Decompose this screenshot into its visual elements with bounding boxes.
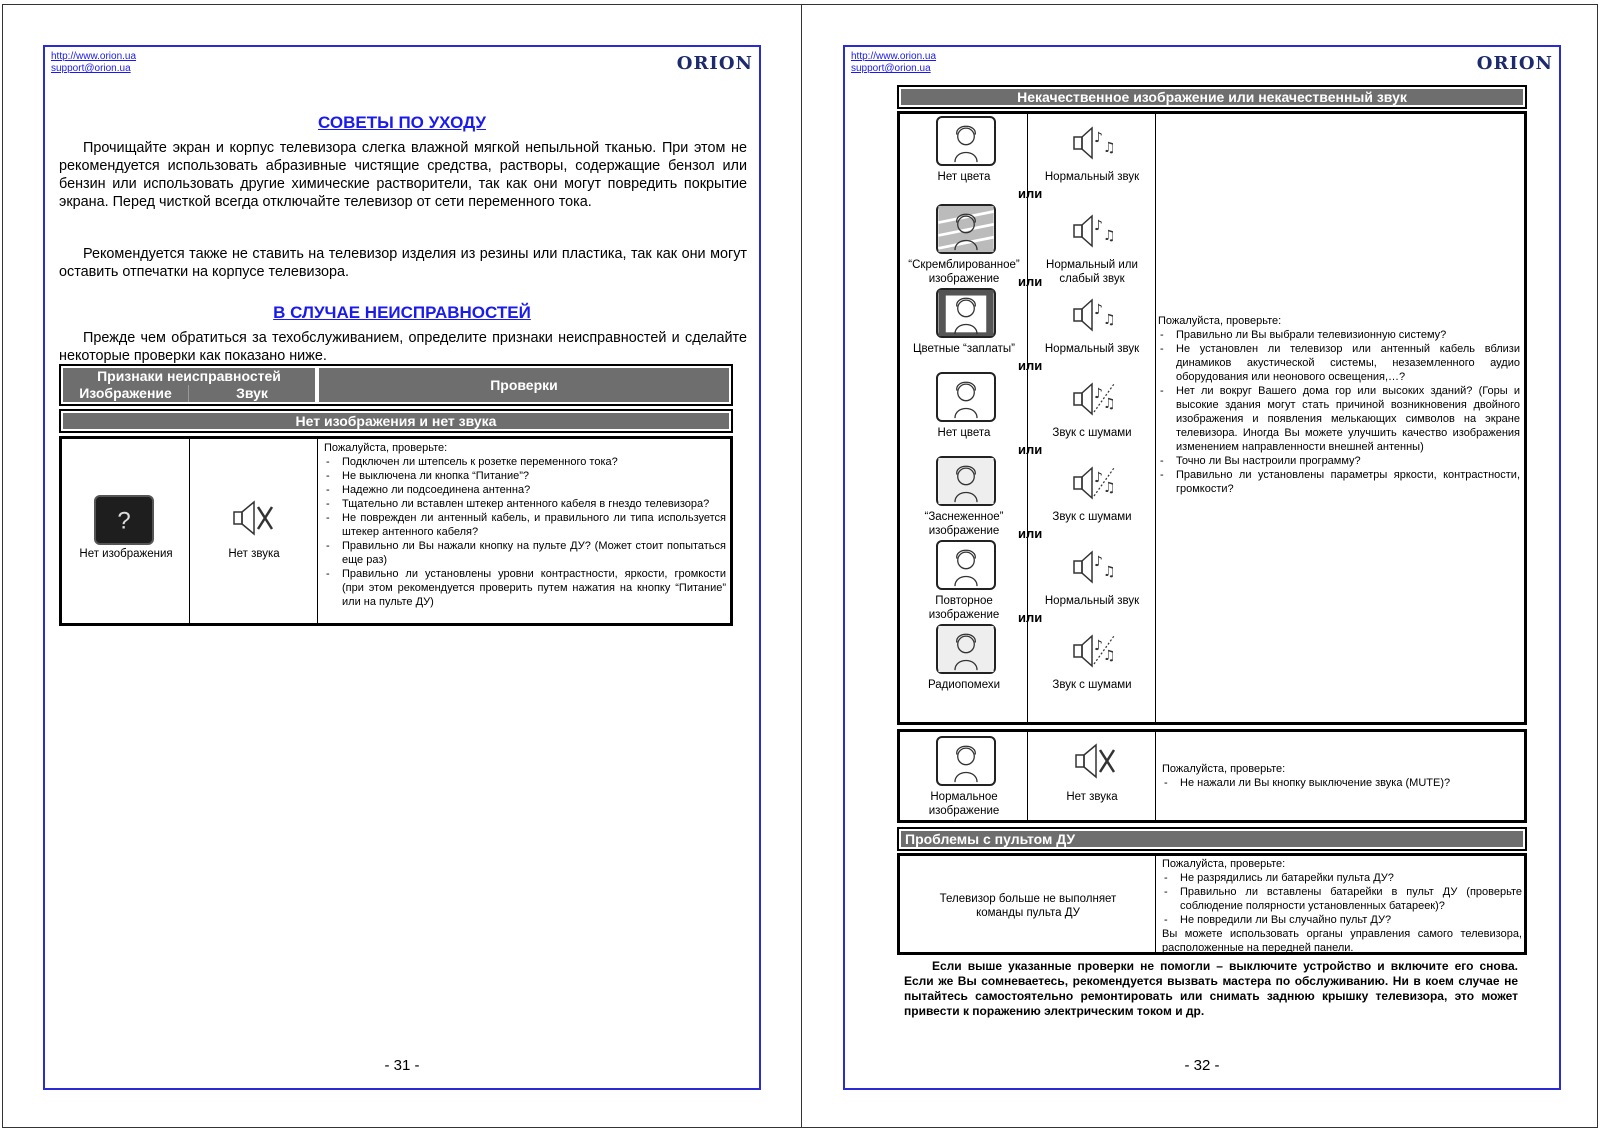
svg-text:♪: ♪ <box>1094 130 1103 146</box>
svg-text:♫: ♫ <box>1103 396 1116 412</box>
page-32 <box>801 4 1598 1128</box>
brand-logo: ORION <box>1476 53 1553 74</box>
svg-text:♫: ♫ <box>1103 312 1116 328</box>
tv-face-icon <box>936 624 996 674</box>
check-item: - Точно ли Вы настроили программу? <box>1158 454 1520 468</box>
symptom-sound-label: Звук с шумами <box>1052 427 1132 439</box>
symptom-sound-label: Нет звука <box>228 548 280 560</box>
speaker-music-icon <box>1070 544 1120 590</box>
fault-table-header <box>59 364 733 406</box>
svg-text:♪: ♪ <box>1094 386 1103 402</box>
page-number: - 32 - <box>1184 1057 1220 1074</box>
svg-text:♪: ♪ <box>1094 470 1103 486</box>
remote-note: Вы можете использовать органы управления самого телевизора, расположенные на передней панели. <box>1162 928 1522 954</box>
speaker-music-icon <box>1070 208 1120 254</box>
symptom-image-label: Нормальное изображение <box>928 791 1000 817</box>
or-separator: или <box>1018 442 1043 457</box>
check-item: - Подключен ли штепсель к розетке переменного тока? <box>324 455 726 469</box>
site-link[interactable]: http://www.orion.ua <box>851 51 937 62</box>
symptom-image-label: Цветные “заплаты” <box>913 343 1015 355</box>
symptom-image-label: Радиопомехи <box>927 679 1001 691</box>
symptom-image-label: “Заснеженное” изображение <box>924 511 1004 537</box>
section-bar-bad-quality <box>897 85 1527 109</box>
symptom-image-label: Нет цвета <box>937 427 991 439</box>
email-link[interactable]: support@orion.ua <box>51 63 131 74</box>
symptom-sound-label: Нормальный звук <box>1044 343 1140 355</box>
checks-intro: Пожалуйста, проверьте: <box>1162 858 1286 870</box>
check-item: - Правильно ли установлены уровни контрастности, яркости, громкости (при этом рекомендуется проверить путем нажатия на кнопку “Питание” или на пульте ДУ) <box>324 567 726 609</box>
or-separator: или <box>1018 610 1043 625</box>
svg-text:♪: ♪ <box>1094 218 1103 234</box>
care-title: СОВЕТЫ ПО УХОДУ <box>318 113 486 132</box>
checks-list <box>1162 762 1520 790</box>
symptom-image-label: Повторное изображение <box>928 595 1000 621</box>
speaker-noise-icon <box>1070 376 1120 422</box>
page-31 <box>2 4 802 1128</box>
check-item: - Правильно ли вставлены батарейки в пульт ДУ (проверьте соблюдение полярности установленных батареек)? <box>1162 885 1522 913</box>
tv-face-icon <box>936 116 996 166</box>
page-number: - 31 - <box>384 1057 420 1074</box>
check-item: - Тщательно ли вставлен штекер антенного кабеля в гнездо телевизора? <box>324 497 726 511</box>
care-paragraph-2: Рекомендуется также не ставить на телевизор изделия из резины или пластика, так как они могут оставить отпечатки на корпусе телевизора. <box>59 246 747 280</box>
checks-intro: Пожалуйста, проверьте: <box>1158 315 1282 327</box>
symptom-sound-label: Звук с шумами <box>1052 511 1132 523</box>
svg-text:♫: ♫ <box>1103 480 1116 496</box>
or-separator: или <box>1018 358 1043 373</box>
symptom-image-label: Нет изображения <box>79 548 173 560</box>
check-item: - Надежно ли подсоединена антенна? <box>324 483 726 497</box>
care-paragraph-1: Прочищайте экран и корпус телевизора слегка влажной мягкой непыльной тканью. При этом не рекомендуется использовать абразивные чистящие средства, растворы, содержащие бензол или бензин или использовать другие химические растворители, так как они могут повредить покрытие экрана. Перед чисткой всегда отключайте телевизор от сети переменного тока. <box>59 140 747 210</box>
symptom-sound-label: Нормальный звук <box>1044 171 1140 183</box>
sound-header: Звук <box>236 385 268 401</box>
section-bar-no-picture <box>59 409 733 433</box>
tv-face-icon <box>936 288 996 338</box>
fault-row-remote <box>897 853 1527 955</box>
section-bar-remote <box>897 827 1527 851</box>
tv-face-icon <box>936 540 996 590</box>
remote-problem-label: Телевизор больше не выполняет команды пульта ДУ <box>939 893 1117 919</box>
brand-logo: ORION <box>676 53 753 74</box>
svg-text:♫: ♫ <box>1103 648 1116 664</box>
symptom-sound-label: Нормальный или слабый звук <box>1046 259 1138 285</box>
section-title: Проблемы с пультом ДУ <box>901 831 1523 847</box>
check-item: - Не поврежден ли антенный кабель, и правильного ли типа используется штекер антенного кабеля? <box>324 511 726 539</box>
or-separator: или <box>1018 274 1043 289</box>
symptom-image-label: “Скремблированное” изображение <box>908 259 1020 285</box>
check-item: - Правильно ли установлены параметры яркости, контрастности, громкости? <box>1158 468 1520 496</box>
svg-text:♫: ♫ <box>1103 140 1116 156</box>
fault-row-mute <box>897 729 1527 823</box>
speaker-mute-icon <box>1070 738 1120 784</box>
svg-text:♫: ♫ <box>1103 228 1116 244</box>
symptom-sound-label: Нормальный звук <box>1044 595 1140 607</box>
speaker-noise-icon <box>1070 628 1120 674</box>
fault-table-bad-quality <box>897 111 1527 725</box>
header-links <box>51 51 136 75</box>
fault-paragraph: Прежде чем обратиться за техобслуживанием, определите признаки неисправностей и сделайте некоторые проверки как показано ниже. <box>59 330 747 364</box>
tv-face-icon <box>936 204 996 254</box>
site-link[interactable]: http://www.orion.ua <box>51 51 137 62</box>
checks-intro: Пожалуйста, проверьте: <box>1162 763 1286 775</box>
email-link[interactable]: support@orion.ua <box>851 63 931 74</box>
symptom-sound-label: Нет звука <box>1066 791 1118 803</box>
fault-title: В СЛУЧАЕ НЕИСПРАВНОСТЕЙ <box>273 303 531 322</box>
checks-list <box>1162 857 1522 955</box>
tv-face-icon <box>936 372 996 422</box>
svg-text:♫: ♫ <box>1103 564 1116 580</box>
symptom-image-label: Нет цвета <box>937 171 991 183</box>
tv-question-icon <box>94 495 154 545</box>
checks-list <box>324 441 726 609</box>
checks-intro: Пожалуйста, проверьте: <box>324 442 448 454</box>
check-item: - Не выключена ли кнопка “Питание”? <box>324 469 726 483</box>
fault-row-no-picture <box>59 436 733 626</box>
page-frame <box>43 45 761 1090</box>
tv-face-icon <box>936 736 996 786</box>
section-title: Некачественное изображение или некачественный звук <box>901 89 1523 105</box>
speaker-music-icon <box>1070 120 1120 166</box>
svg-text:♪: ♪ <box>1094 554 1103 570</box>
header-links <box>851 51 936 75</box>
or-separator: или <box>1018 526 1043 541</box>
check-item: - Нет ли вокруг Вашего дома гор или высоких зданий? (Горы и высокие здания могут стать причиной возникновения двойного изображения и появления мелькающих символов на экране телевизора. Иногда Вы можете улучшить качество изображения изменением направленности внешней антенны) <box>1158 384 1520 454</box>
tv-face-icon <box>936 456 996 506</box>
svg-text:♪: ♪ <box>1094 302 1103 318</box>
checks-header: Проверки <box>319 368 729 402</box>
check-item: - Не нажали ли Вы кнопку выключение звука (MUTE)? <box>1162 776 1520 790</box>
check-item: - Не разрядились ли батарейки пульта ДУ? <box>1162 871 1522 885</box>
svg-text:♪: ♪ <box>1094 638 1103 654</box>
check-item: - Правильно ли Вы выбрали телевизионную систему? <box>1158 328 1520 342</box>
symptom-sound-label: Звук с шумами <box>1052 679 1132 691</box>
checks-list <box>1158 314 1520 496</box>
page-frame <box>843 45 1561 1090</box>
section-title: Нет изображения и нет звука <box>63 413 729 429</box>
svg-text:?: ? <box>117 507 131 535</box>
speaker-noise-icon <box>1070 460 1120 506</box>
speaker-mute-icon <box>228 495 278 541</box>
check-item: - Правильно ли Вы нажали кнопку на пульте ДУ? (Может стоит попытаться еще раз) <box>324 539 726 567</box>
check-item: - Не повредили ли Вы случайно пульт ДУ? <box>1162 913 1522 927</box>
image-header: Изображение <box>63 385 189 402</box>
symptoms-header: Признаки неисправностей <box>97 368 281 384</box>
warning-paragraph: Если выше указанные проверки не помогли – выключите устройство и включите его снова. Если же Вы сомневаетесь, рекомендуется вызвать мастера по обслуживанию. Ни в коем случае не пытайтесь самостоятельно ремонтировать или снимать заднюю крышку телевизора, это может привести к поражению электрическим током и др. <box>904 959 1518 1018</box>
speaker-music-icon <box>1070 292 1120 338</box>
or-separator: или <box>1018 186 1043 201</box>
check-item: - Не установлен ли телевизор или антенный кабель вблизи динамиков акустической системы, незаземленного аудио оборудования или неонового освещения,…? <box>1158 342 1520 384</box>
